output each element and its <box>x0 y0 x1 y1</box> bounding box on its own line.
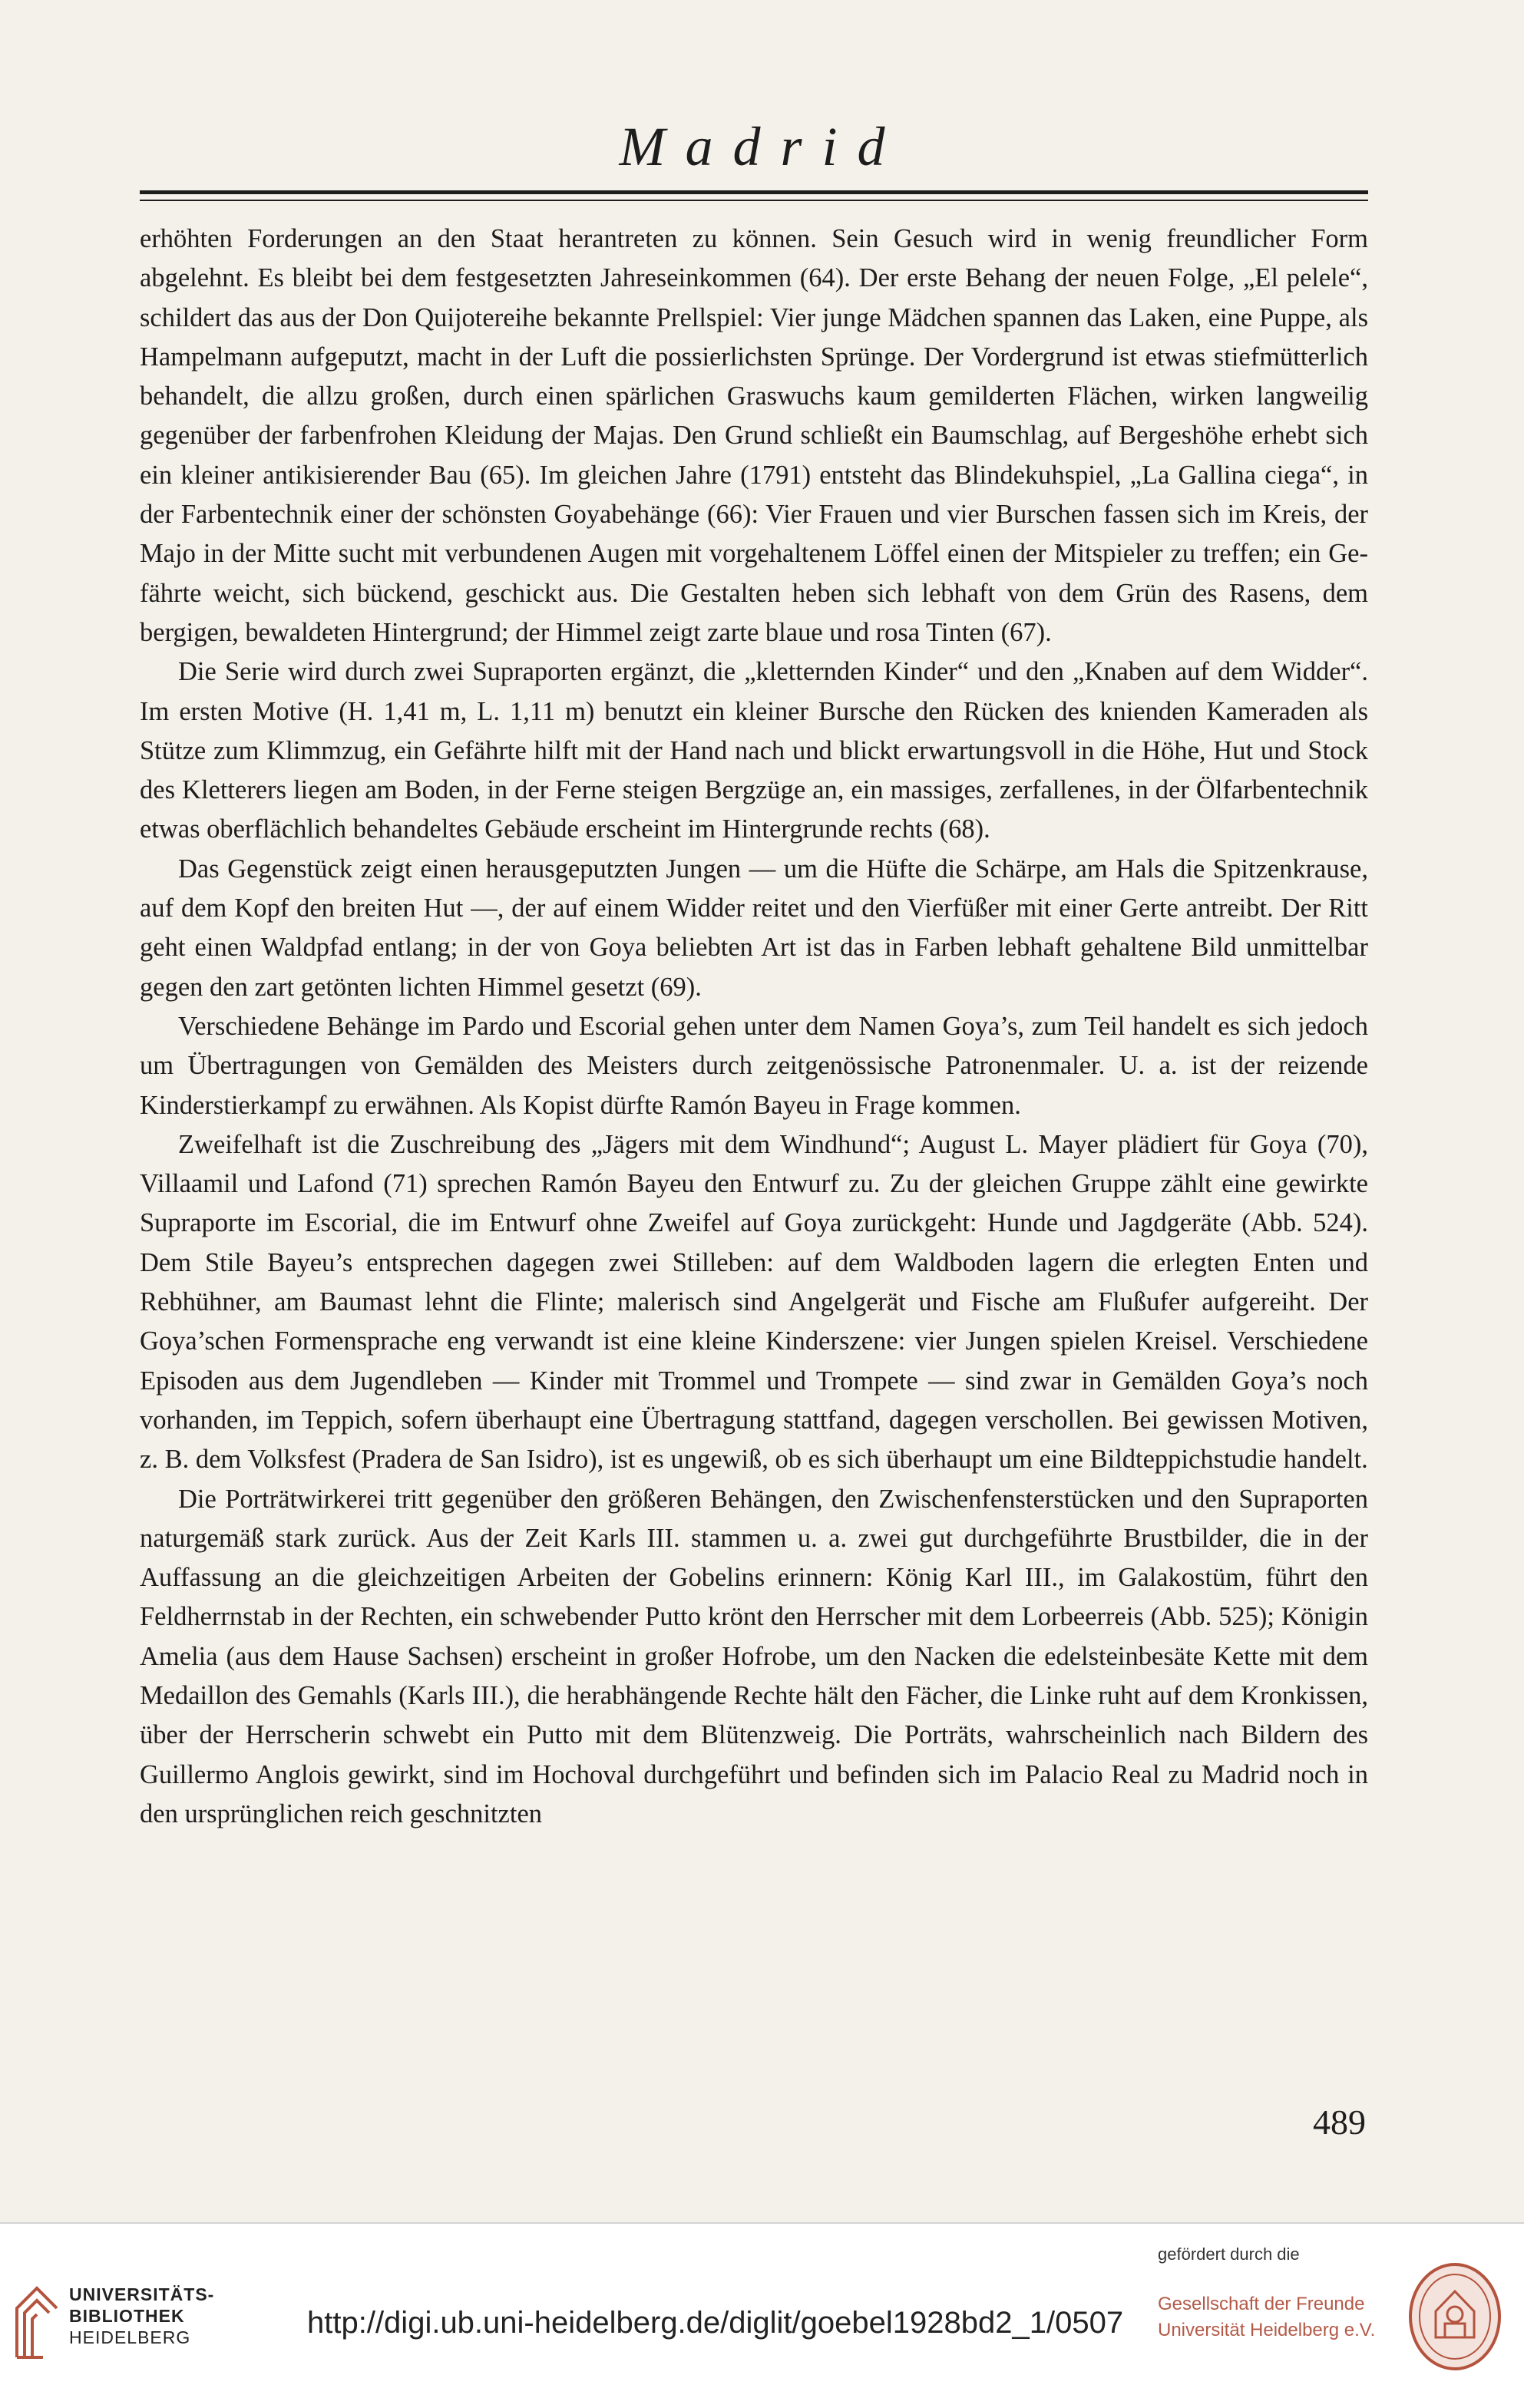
sponsor-label: gefördert durch die <box>1158 2244 1300 2264</box>
running-header-title: Madrid <box>619 116 905 177</box>
library-name-line-1: UNIVERSITÄTS- <box>69 2284 215 2304</box>
paragraph-5: Zweifelhaft ist die Zuschreibung des „Jägers mit dem Windhund“; August L. Mayer plädiert für Goya (70), Villaamil und Lafond (71) sprechen Ramón Bayeu den Entwurf zu. Zu der gleichen Gruppe zählt eine gewirkte Supraporte im Escorial, die im Entwurf ohne Zweifel auf Goya zurückgeht: Hunde und Jagdgeräte (Abb. 524). Dem Stile Bayeu’s entsprechen dagegen zwei Stilleben: auf dem Waldboden lagern die erlegten Enten und Rebhühner, am Baumast lehnt die Flinte; malerisch sind Angelgerät und Fische am Flußufer aufgereiht. Der Goya’schen Formensprache eng verwandt ist eine kleine Kinderszene: vier Jungen spielen Kreisel. Verschiedene Episoden aus dem Jugendleben — Kinder mit Trommel und Trompete — sind zwar in Gemälden Goya’s noch vorhanden, im Teppich, sofern überhaupt eine Übertragung stattfand, dagegen verschollen. Bei gewissen Motiven, z. B. dem Volksfest (Pradera de San Isidro), ist es ungewiß, ob es sich überhaupt um eine Bildteppichstudie handelt. <box>140 1129 1368 1475</box>
sponsor-name-line-1: Gesellschaft der Freunde <box>1158 2294 1365 2314</box>
library-name-line-3: HEIDELBERG <box>69 2327 191 2347</box>
library-name-line-2: BIBLIOTHEK <box>69 2306 185 2326</box>
header-rule-thick <box>140 190 1368 194</box>
paragraph-4: Verschiedene Behänge im Pardo und Escorial gehen unter dem Namen Goya’s, zum Teil handelt es sich jedoch um Übertragungen von Gemälden des Meisters durch zeitgenössische Patronenmaler. U. a. ist der reizende Kinderstierkampf zu erwähnen. Als Kopist dürfte Ramón Bayeu in Frage kommen. <box>140 1011 1368 1120</box>
sponsor-name-line-2: Universität Heidelberg e.V. <box>1158 2320 1376 2340</box>
digital-copy-url[interactable]: http://digi.ub.uni-heidelberg.de/diglit/goebel1928bd2_1/0507 <box>307 2306 1124 2340</box>
sponsor-name <box>1158 2291 1375 2344</box>
library-name <box>69 2284 214 2348</box>
paragraph-1: erhöhten Forderungen an den Staat herantreten zu können. Sein Gesuch wird in wenig freundlicher Form abgelehnt. Es bleibt bei dem festgesetzten Jahreseinkommen (64). Der erste Behang der neuen Folge, „El pelele“, schildert das aus der Don Quijotereihe bekannte Prellspiel: Vier junge Mädchen spannen das Laken, eine Puppe, als Hampelmann aufgeputzt, macht in der Luft die possierlichsten Sprünge. Der Vordergrund ist etwas stiefmütterlich behandelt, die allzu großen, durch einen spärlichen Graswuchs kaum gemilderten Flächen, wirken langweilig gegenüber der farbenfrohen Kleidung der Majas. Den Grund schließt ein Baumschlag, auf Bergeshöhe erhebt sich ein kleiner antikisierender Bau (65). Im gleichen Jahre (1791) entsteht das Blindekuhspiel, „La Gallina ciega“, in der Farbentechnik einer der schönsten Goyabehänge (66): Vier Frauen und vier Burschen fassen sich im Kreis, der Majo in der Mitte sucht mit verbundenen Augen mit vorgehaltenem Löffel einen der Mitspieler zu treffen; ein Gefährte weicht, sich bückend, geschickt aus. Die Gestalten heben sich lebhaft von dem Grün des Rasens, dem bergigen, bewaldeten Hintergrund; der Himmel zeigt zarte blaue und rosa Tinten (67). <box>140 224 1368 647</box>
paragraph-2: Die Serie wird durch zwei Supraporten ergänzt, die „kletternden Kinder“ und den „Knaben auf dem Widder“. Im ersten Motive (H. 1,41 m, L. 1,11 m) benutzt ein kleiner Bursche den Rücken des knienden Kameraden als Stütze zum Klimmzug, ein Gefährte hilft mit der Hand nach und blickt erwartungsvoll in die Höhe, Hut und Stock des Kletterers liegen am Boden, in der Ferne steigen Bergzüge an, ein massiges, zerfallenes, in der Ölfarbentechnik etwas oberflächlich behandeltes Gebäude erscheint im Hintergrunde rechts (68). <box>140 657 1368 844</box>
page-number: 489 <box>1313 2102 1366 2142</box>
header-rule-thin <box>140 200 1368 201</box>
library-logo-icon <box>12 2278 61 2362</box>
body-text <box>140 220 1368 1834</box>
university-seal-icon <box>1407 2261 1503 2373</box>
digitization-footer <box>0 2222 1524 2408</box>
paragraph-3: Das Gegenstück zeigt einen herausgeputzten Jungen — um die Hüfte die Schärpe, am Hals die Spitzenkrause, auf dem Kopf den breiten Hut —, der auf einem Widder reitet und den Vierfüßer mit einer Gerte antreibt. Der Ritt geht einen Waldpfad entlang; in der von Goya beliebten Art ist das in Farben lebhaft gehaltene Bild unmittelbar gegen den zart getönten lichten Himmel gesetzt (69). <box>140 854 1368 1002</box>
paragraph-6: Die Porträtwirkerei tritt gegenüber den größeren Behängen, den Zwischenfensterstücken und den Supraporten naturgemäß stark zurück. Aus der Zeit Karls III. stammen u. a. zwei gut durchgeführte Brustbilder, die in der Auffassung an die gleichzeitigen Arbeiten der Gobelins erinnern: König Karl III., im Galakostüm, führt den Feldherrnstab in der Rechten, ein schwebender Putto krönt den Herrscher mit dem Lorbeerreis (Abb. 525); Königin Amelia (aus dem Hause Sachsen) erscheint in großer Hofrobe, um den Nacken die edelsteinbesäte Kette mit dem Medaillon des Gemahls (Karls III.), die herabhängende Rechte hält den Fächer, die Linke ruht auf dem Kronkissen, über der Herrscherin schwebt ein Putto mit dem Blütenzweig. Die Porträts, wahrscheinlich nach Bildern des Guillermo Anglois gewirkt, sind im Hochoval durchgeführt und befinden sich im Palacio Real zu Madrid noch in den ursprünglichen reich geschnitzten <box>140 1484 1368 1828</box>
